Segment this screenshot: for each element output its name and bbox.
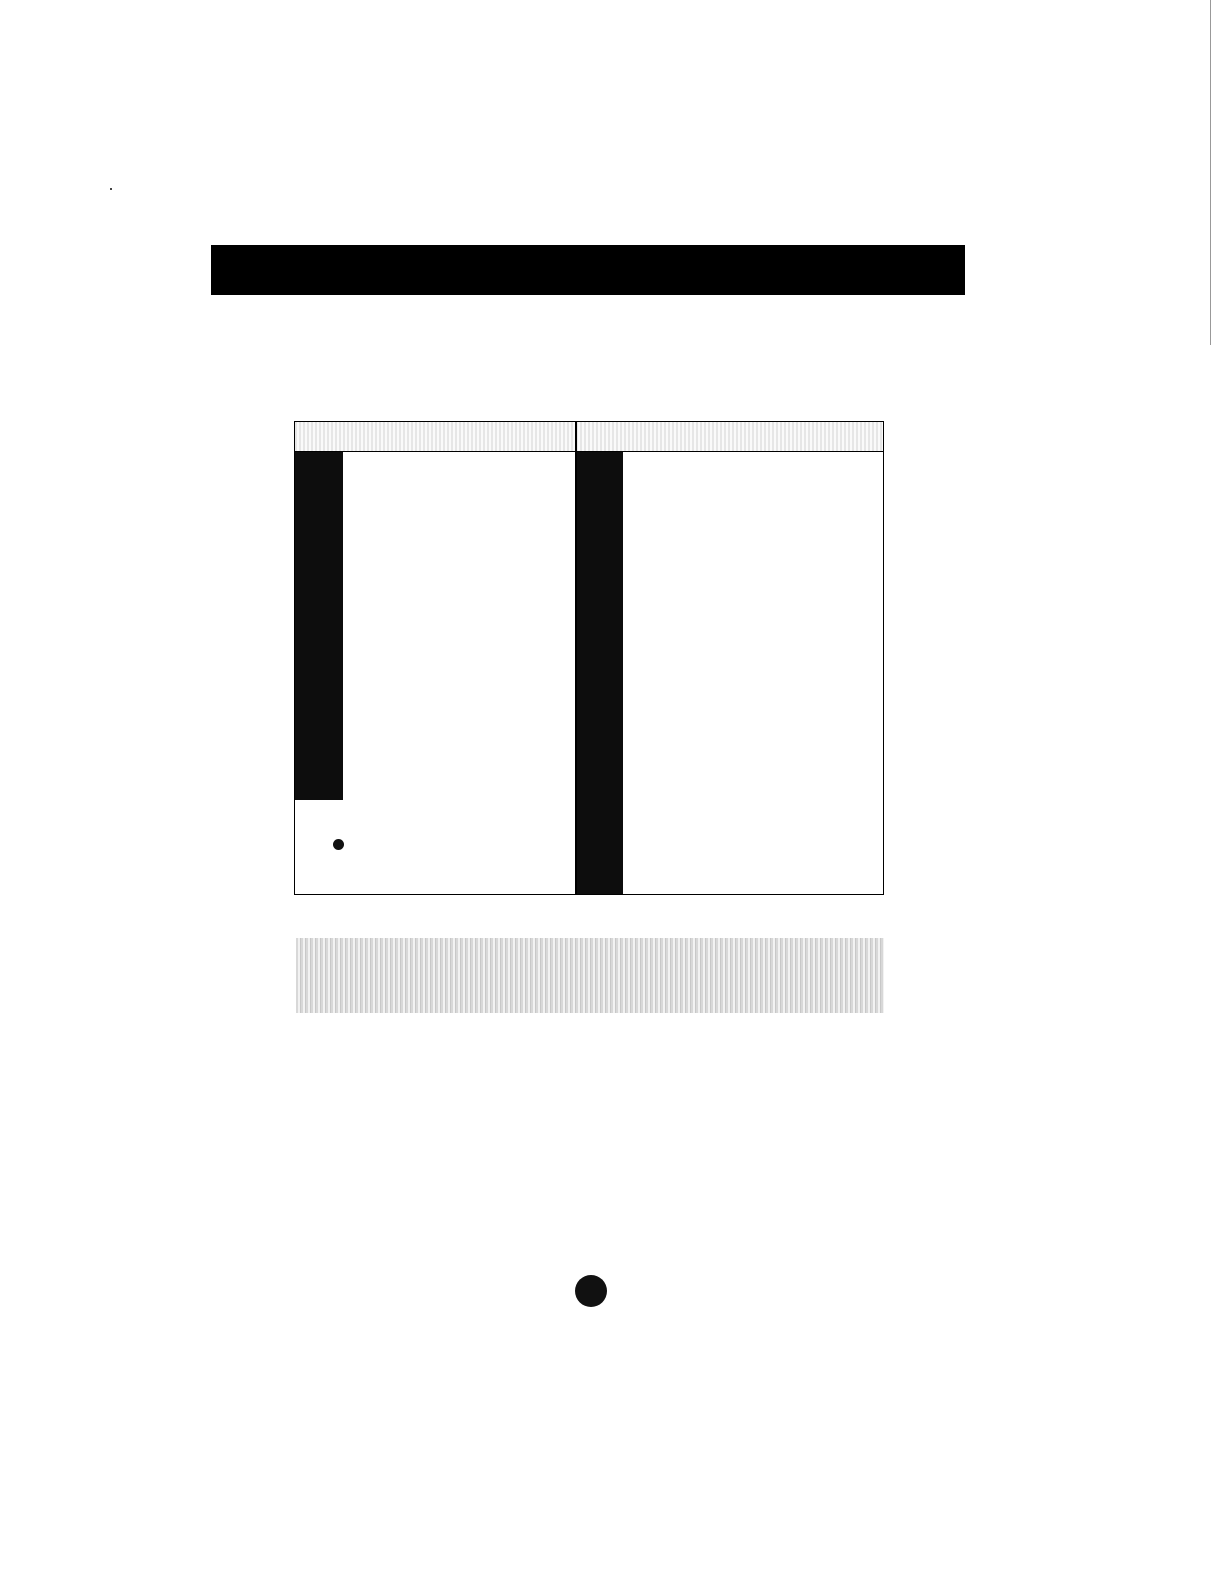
adjustable-dot-icon bbox=[333, 839, 344, 850]
right-header bbox=[576, 422, 883, 452]
left-icon-column bbox=[295, 452, 343, 800]
legend bbox=[333, 837, 350, 853]
stray-dot bbox=[110, 188, 112, 190]
page-edge-line bbox=[1210, 0, 1211, 345]
left-header bbox=[295, 422, 575, 452]
right-icon-column bbox=[577, 452, 623, 894]
osd-menu-table bbox=[294, 421, 884, 895]
page-number-badge bbox=[575, 1275, 607, 1307]
note-box bbox=[296, 938, 884, 1013]
page-title bbox=[211, 245, 965, 295]
